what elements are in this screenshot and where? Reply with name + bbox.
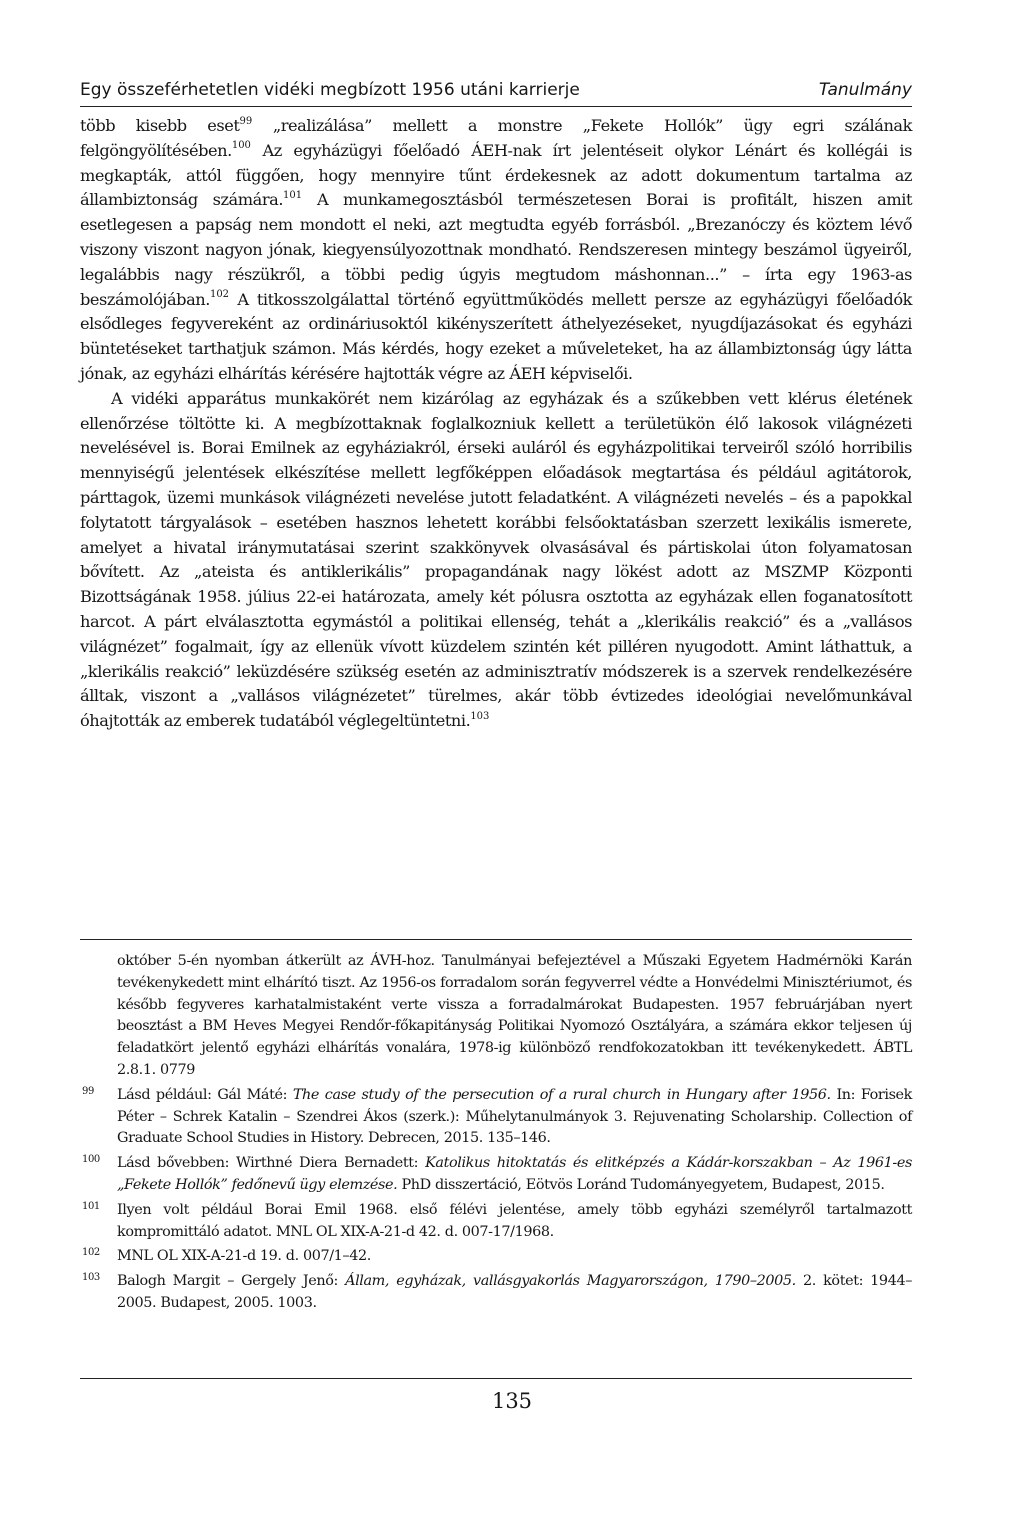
- footnote-101: 101 Ilyen volt például Borai Emil 1968. első félévi jelentése, amely több egyházi személyről tartalmazott kompromittáló adatot. MNL OL XIX-A-21-d 42. d. 007-17/1968.: [80, 1200, 912, 1244]
- footnote-ref-99[interactable]: 99: [239, 115, 253, 127]
- footnote-ref-102[interactable]: 102: [209, 289, 230, 301]
- footnote-ref-100[interactable]: 100: [231, 140, 251, 152]
- footnote-ref-101[interactable]: 101: [283, 190, 303, 201]
- footer-rule: [80, 1378, 912, 1379]
- paragraph-1: több kisebb eset$^{99}$ „realizálása” mellett a monstre „Fekete Hollók” ügy egri szálának felgöngyölítésében.$^{100}$ Az egyházügyi főelőadó ÁEH-nak írt jelentéseit olykor Lénárt és kollégái is megkapták, attól függően, hogy mennyire tűnt érdekesnek az adott dokumentum tartalma az állambiztonság számára.$^{101}$ A munkamegosztásból természetesen Borai is profitált, hiszen amit esetlegesen a papság nem mondott el neki, azt megtudta egyéb forrásból. „Brezanóczy és köztem lévő viszony viszont nagyon jónak, kiegyensúlyozottnak mondható. Rendszeresen mintegy beszámol ügyeiről, legalábbis nagy részükről, a többi pedig úgyis megtudom máshonnan...” – írta egy 1963-as beszámolójában.$^{102}$ A titkosszolgálattal történő együttműködés mellett persze az egyházügyi főelőadók elsődleges fegyvereként az ordináriusoktól kikényszerített áthelyezéseket, nyugdíjazásokat és egyházi büntetéseket tarthatjuk számon. Más kérdés, hogy ezeket a műveleteket, ha az állambiztonság úgy látta jónak, az egyházi elhárítás kérésére hajtották végre az ÁEH képviselői.: [80, 115, 912, 383]
- footnote-number: 102: [82, 1247, 100, 1259]
- section-label: Tanulmány: [818, 80, 912, 100]
- running-title: Egy összeférhetetlen vidéki megbízott 1956 utáni karrierje: [80, 80, 580, 100]
- cited-title: Állam, egyházak, vallásgyakorlás Magyarországon, 1790–2005.: [345, 1273, 796, 1290]
- footnote-number: 99: [82, 1085, 94, 1097]
- footnote-99: 99 Lásd például: Gál Máté: The case study of the persecution of a rural church in Hungary after 1956. In: Forisek Péter – Schrek Katalin – Szendrei Ákos (szerk.): Műhelytanulmányok 3. Rejuvenating Scholarship. Collection of Graduate School Studies in History. Debrecen, 2015. 135–146.: [80, 1085, 912, 1150]
- page-number: 135: [491, 1389, 533, 1413]
- footnote-continuation: október 5-én nyomban átkerült az ÁVH-hoz. Tanulmányai befejeztével a Műszaki Egyetem Hadmérnöki Karán tevékenykedett mint elhárító tiszt. Az 1956-os forradalom során fegyverrel védte a Honvédelmi Minisztériumot, és később fegyveres karhatalmistaként verte vissza a forradalmárokat Budapesten. 1957 februárjában nyert beosztást a BM Heves Megyei Rendőr-főkapitányság Politikai Nyomozó Osztályára, a számára ekkor teljesen új feladatkört jelentő egyházi elhárítás vonalára, 1978-ig különböző rendfokozatokban itt tevékenykedett. ÁBTL 2.8.1. 0779: [117, 953, 912, 1078]
- footnote-100: 100 Lásd bővebben: Wirthné Diera Bernadett: Katolikus hitoktatás és elitképzés a Kádár-korszakban – Az 1961-es „Fekete Hollók” fedőnevű ügy elemzése. PhD disszertáció, Eötvös Loránd Tudományegyetem, Budapest, 2015.: [80, 1153, 912, 1197]
- running-header: [80, 78, 912, 108]
- footnotes: [80, 951, 912, 1315]
- main-text: [80, 114, 912, 734]
- footnote-number: 103: [82, 1272, 100, 1284]
- footnote-ref-103[interactable]: 103: [470, 710, 490, 722]
- footnote-103: 103 Balogh Margit – Gergely Jenő: Állam, egyházak, vallásgyakorlás Magyarországon, 1790–2005. 2. kötet: 1944–2005. Budapest, 2005. 1003.: [80, 1271, 912, 1315]
- footnote-number: 100: [82, 1154, 100, 1166]
- cited-title: The case study of the persecution of a rural church in Hungary after 1956.: [292, 1086, 831, 1103]
- paragraph-2: A vidéki apparátus munkakörét nem kizárólag az egyházak és a szűkebben vett klérus életének ellenőrzése töltötte ki. A megbízottaknak foglalkozniuk kellett a területükön élő lakosok világnézeti nevelésével is. Borai Emilnek az egyháziakról, érseki auláról és egyházpolitikai terveiről szóló horribilis mennyiségű jelentések elkészítése mellett legfőképpen előadások megtartása és például agitátorok, párttagok, üzemi munkások világnézeti nevelése jutott feladatként. A világnézeti nevelés – és a papokkal folytatott tárgyalások – esetében hasznos lehetett korábbi felsőoktatásban szerzett lexikális ismerete, amelyet a hivatal iránymutatásai szerint szakkönyvek olvasásával és pártiskolai úton folyamatosan bővített. Az „ateista és antiklerikális” propagandának nagy lökést adott az MSZMP Központi Bizottságának 1958. július 22-ei határozata, amely két pólusra osztotta az egyházak ellen foganatosított harcot. A párt elválasztotta egymástól a politikai ellenség, tehát a „klerikális reakció” és a „vallásos világnézet” fogalmait, így az ellenük vívott küzdelem szintén két pilléren nyugodott. Amint láthattuk, a „klerikális reakció” leküzdésére szükség esetén az adminisztratív módszerek is a szervek rendelkezésére álltak, viszont a „vallásos világnézetet” türelmes, akár több évtizedes ideológiai nevelőmunkával óhajtották az emberek tudatából véglegeltüntetni.$^{103}$: [80, 388, 912, 731]
- header-rule: [80, 106, 912, 107]
- footnote-102: 102 MNL OL XIX-A-21-d 19. d. 007/1–42.: [80, 1246, 912, 1268]
- cited-title: Katolikus hitoktatás és elitképzés a Kádár-korszakban – Az 1961-es „Fekete Hollók” fedőnevű ügy elemzése.: [117, 1155, 912, 1193]
- footnotes-rule: [80, 939, 912, 940]
- footnote-number: 101: [82, 1200, 100, 1212]
